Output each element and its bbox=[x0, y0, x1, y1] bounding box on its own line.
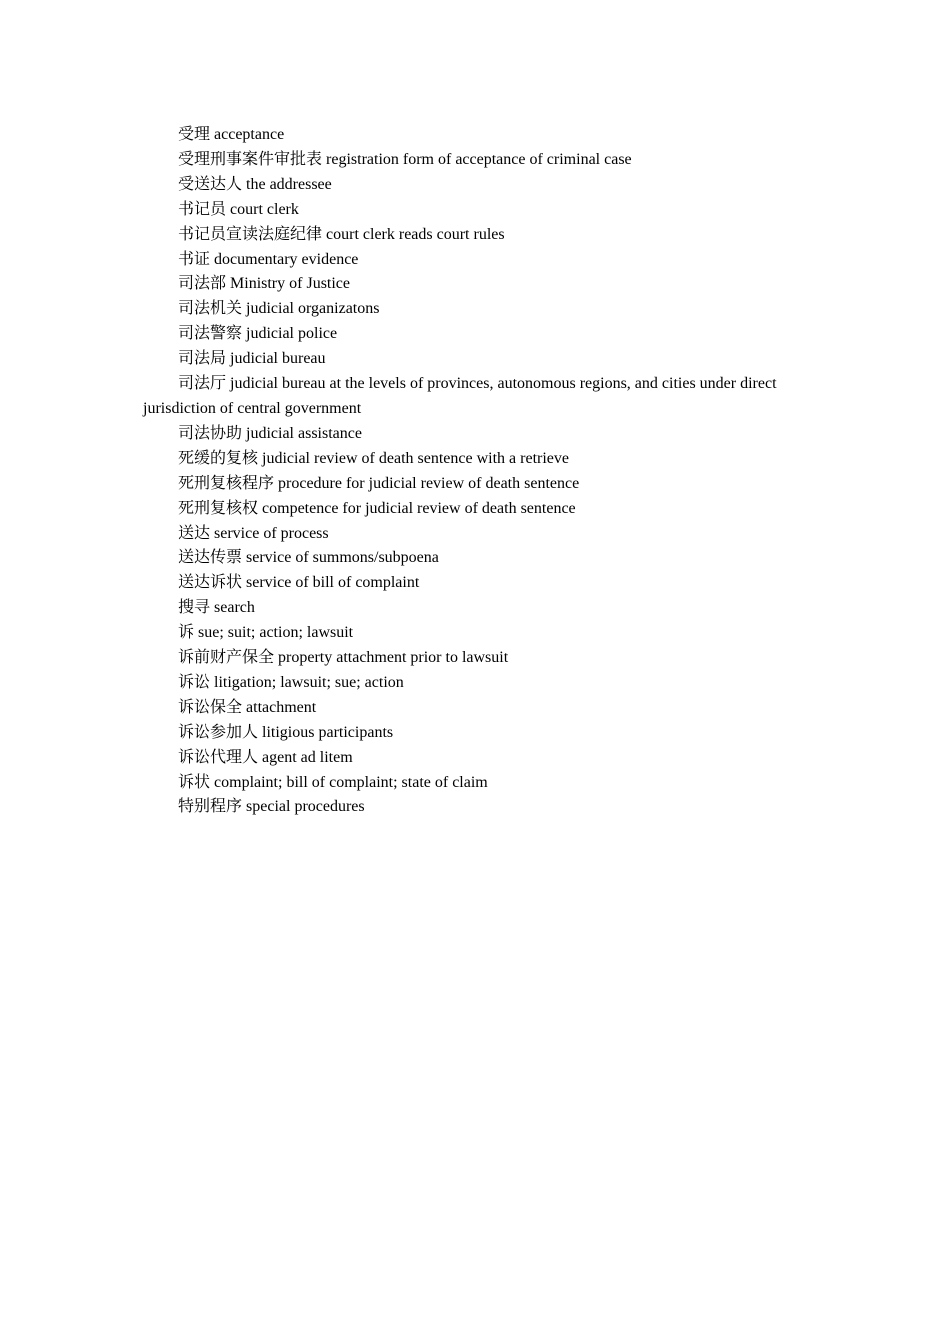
term-en: service of process bbox=[214, 524, 329, 542]
term-zh: 诉讼 bbox=[178, 673, 211, 691]
glossary-entry bbox=[143, 497, 823, 522]
term-en: agent ad litem bbox=[262, 748, 353, 766]
term-en: service of bill of complaint bbox=[246, 574, 420, 592]
glossary-entry bbox=[143, 746, 823, 771]
term-zh: 诉讼保全 bbox=[178, 698, 243, 716]
glossary-entry bbox=[143, 696, 823, 721]
glossary-entry bbox=[143, 771, 823, 796]
term-zh: 司法协助 bbox=[178, 424, 243, 442]
glossary-list bbox=[143, 123, 823, 820]
term-en: judicial assistance bbox=[246, 424, 362, 442]
term-en: property attachment prior to lawsuit bbox=[278, 649, 509, 667]
term-en: Ministry of Justice bbox=[230, 275, 351, 293]
term-zh: 受理 bbox=[178, 126, 211, 143]
term-en: judicial police bbox=[246, 325, 338, 343]
term-en: court clerk bbox=[230, 200, 299, 218]
term-zh: 书记员宣读法庭纪律 bbox=[178, 225, 323, 243]
glossary-entry bbox=[143, 671, 823, 696]
glossary-entry bbox=[143, 596, 823, 621]
term-zh: 司法警察 bbox=[178, 325, 243, 343]
glossary-entry bbox=[143, 372, 823, 422]
term-zh: 送达诉状 bbox=[178, 574, 243, 592]
term-en: complaint; bill of complaint; state of claim bbox=[214, 773, 488, 791]
term-zh: 诉讼参加人 bbox=[178, 723, 259, 741]
term-en: acceptance bbox=[214, 126, 285, 143]
glossary-entry bbox=[143, 297, 823, 322]
glossary-entry bbox=[143, 148, 823, 173]
glossary-entry bbox=[143, 347, 823, 372]
term-en: registration form of acceptance of criminal case bbox=[326, 150, 632, 168]
term-en: court clerk reads court rules bbox=[326, 225, 505, 243]
term-zh: 特别程序 bbox=[178, 798, 243, 816]
glossary-entry bbox=[143, 322, 823, 347]
term-en: service of summons/subpoena bbox=[246, 549, 439, 567]
term-en: attachment bbox=[246, 698, 317, 716]
term-zh: 司法机关 bbox=[178, 300, 243, 318]
term-en: documentary evidence bbox=[214, 250, 359, 268]
glossary-entry bbox=[143, 422, 823, 447]
term-zh: 送达 bbox=[178, 524, 211, 542]
term-en: competence for judicial review of death sentence bbox=[262, 499, 576, 517]
term-en: judicial bureau at the levels of provinces, autonomous regions, and cities under direct jurisdiction of central government bbox=[143, 375, 777, 417]
term-zh: 书记员 bbox=[178, 200, 227, 218]
term-zh: 死刑复核程序 bbox=[178, 474, 275, 492]
glossary-entry bbox=[143, 472, 823, 497]
term-en: judicial organizatons bbox=[246, 300, 380, 318]
glossary-entry bbox=[143, 248, 823, 273]
term-zh: 死刑复核权 bbox=[178, 499, 259, 517]
term-en: the addressee bbox=[246, 175, 332, 193]
term-en: search bbox=[214, 599, 255, 617]
term-zh: 司法部 bbox=[178, 275, 227, 293]
term-en: litigious participants bbox=[262, 723, 394, 741]
term-zh: 搜寻 bbox=[178, 599, 211, 617]
glossary-entry bbox=[143, 198, 823, 223]
glossary-entry bbox=[143, 173, 823, 198]
term-zh: 诉前财产保全 bbox=[178, 649, 275, 667]
glossary-entry bbox=[143, 721, 823, 746]
term-zh: 诉讼代理人 bbox=[178, 748, 259, 766]
glossary-entry bbox=[143, 123, 823, 148]
term-en: sue; suit; action; lawsuit bbox=[198, 624, 354, 642]
term-zh: 诉 bbox=[178, 624, 195, 642]
term-zh: 受理刑事案件审批表 bbox=[178, 150, 323, 168]
term-en: litigation; lawsuit; sue; action bbox=[214, 673, 404, 691]
term-en: judicial review of death sentence with a retrieve bbox=[262, 449, 569, 467]
term-zh: 死缓的复核 bbox=[178, 449, 259, 467]
glossary-entry bbox=[143, 621, 823, 646]
glossary-entry bbox=[143, 571, 823, 596]
term-zh: 诉状 bbox=[178, 773, 211, 791]
glossary-entry bbox=[143, 272, 823, 297]
term-zh: 司法厅 bbox=[178, 375, 227, 393]
term-zh: 书证 bbox=[178, 250, 211, 268]
glossary-entry bbox=[143, 546, 823, 571]
glossary-entry bbox=[143, 522, 823, 547]
glossary-entry bbox=[143, 447, 823, 472]
glossary-entry bbox=[143, 646, 823, 671]
glossary-entry bbox=[143, 795, 823, 820]
term-zh: 送达传票 bbox=[178, 549, 243, 567]
term-en: procedure for judicial review of death sentence bbox=[278, 474, 580, 492]
term-en: special procedures bbox=[246, 798, 365, 816]
term-en: judicial bureau bbox=[230, 350, 326, 368]
term-zh: 司法局 bbox=[178, 350, 227, 368]
term-zh: 受送达人 bbox=[178, 175, 243, 193]
glossary-entry bbox=[143, 223, 823, 248]
